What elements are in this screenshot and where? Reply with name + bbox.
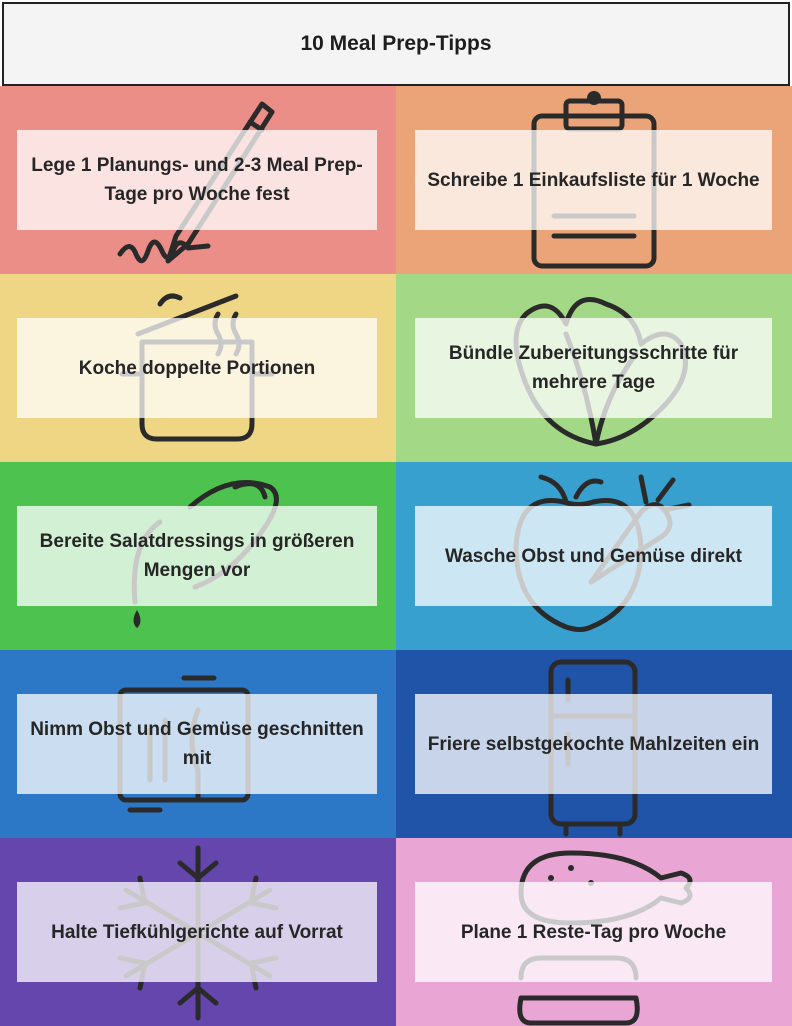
- tip-card: Bündle Zubereitungsschritte für mehrere Tage: [415, 318, 772, 418]
- tip-cell-7: [0, 650, 396, 838]
- tip-card: Bereite Salatdressings in größeren Mengen vor: [17, 506, 377, 606]
- tip-card: Halte Tiefkühlgerichte auf Vorrat: [17, 882, 377, 982]
- tip-cell-4: [396, 274, 792, 462]
- tip-card: Schreibe 1 Einkaufsliste für 1 Woche: [415, 130, 772, 230]
- tip-cell-5: [0, 462, 396, 650]
- tip-cell-3: [0, 274, 396, 462]
- tip-cell-9: [0, 838, 396, 1026]
- tip-cell-10: [396, 838, 792, 1026]
- tip-cell-1: [0, 86, 396, 274]
- tip-card: Plane 1 Reste-Tag pro Woche: [415, 882, 772, 982]
- tip-card: Lege 1 Planungs- und 2-3 Meal Prep-Tage pro Woche fest: [17, 130, 377, 230]
- tip-cell-8: [396, 650, 792, 838]
- tip-card: Friere selbstgekochte Mahlzeiten ein: [415, 694, 772, 794]
- tip-card: Wasche Obst und Gemüse direkt: [415, 506, 772, 606]
- tip-card: Nimm Obst und Gemüse geschnitten mit: [17, 694, 377, 794]
- page-title: 10 Meal Prep-Tipps: [2, 2, 790, 86]
- tip-card: Koche doppelte Portionen: [17, 318, 377, 418]
- tip-cell-6: [396, 462, 792, 650]
- tip-cell-2: [396, 86, 792, 274]
